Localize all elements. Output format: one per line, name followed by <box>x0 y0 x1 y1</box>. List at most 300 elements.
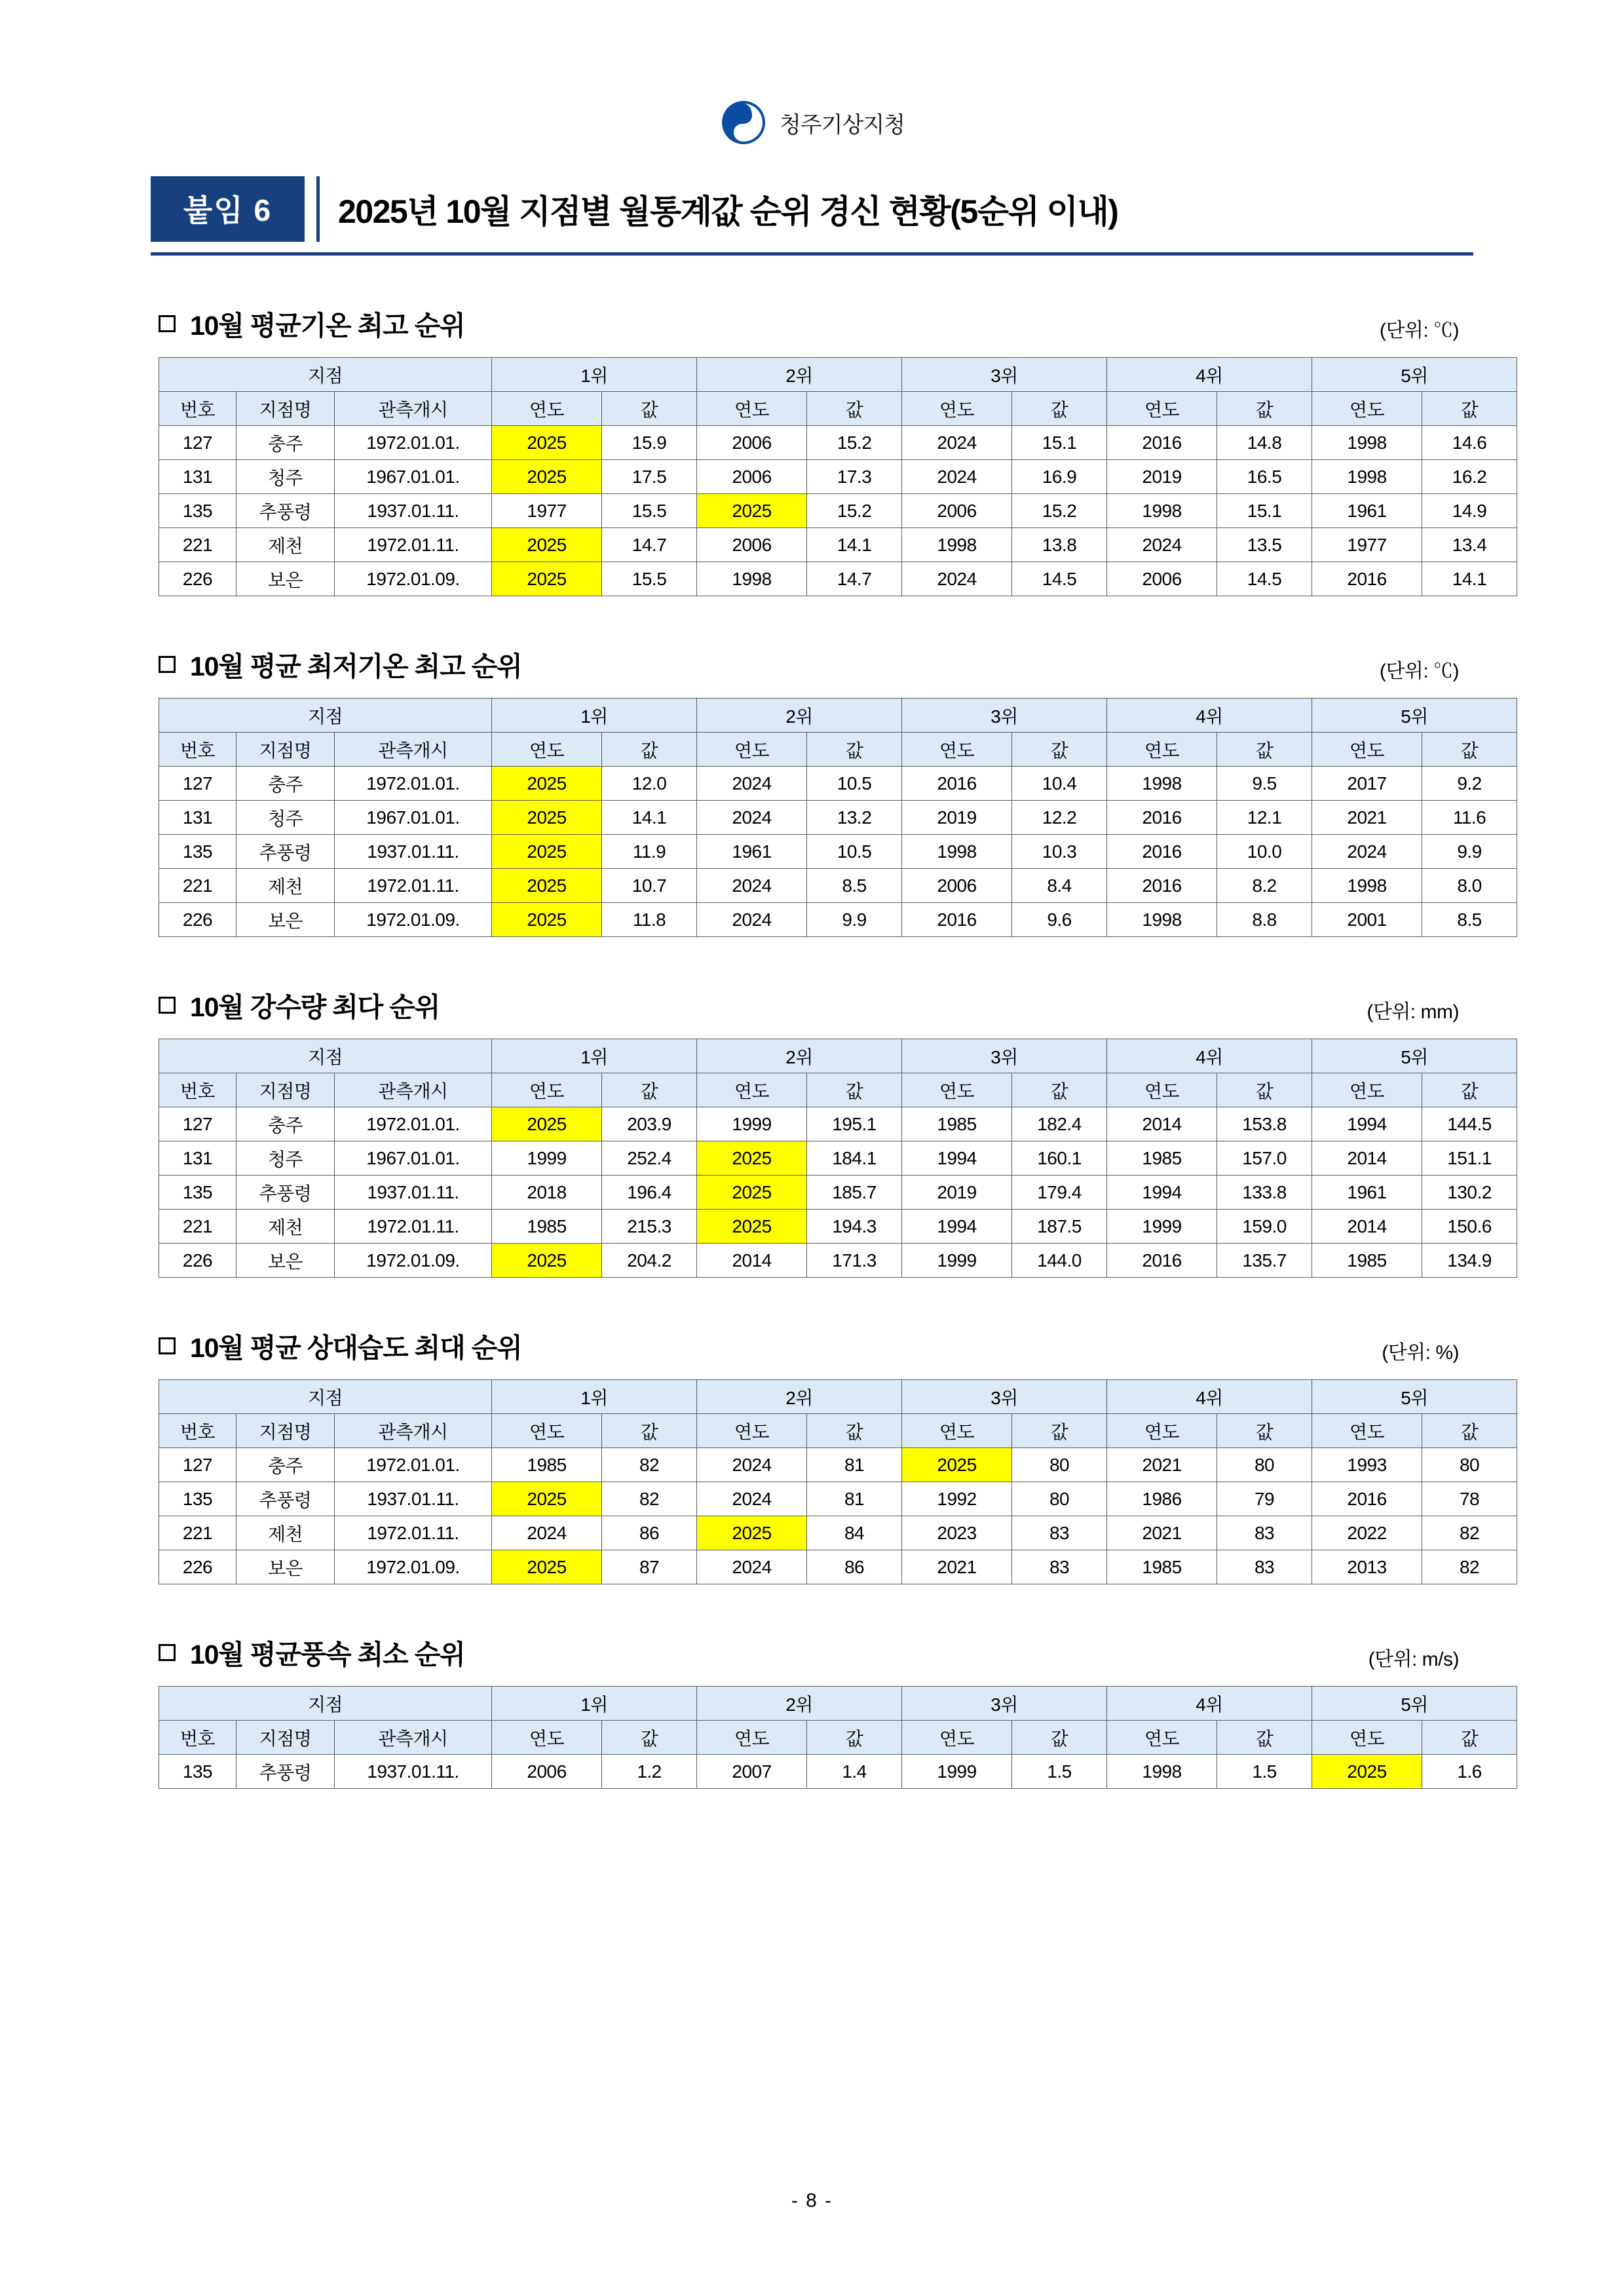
cell-station-no: 135 <box>159 835 236 869</box>
table-row <box>159 1244 1517 1278</box>
section-title <box>159 304 464 343</box>
cell-rank-value: 134.9 <box>1422 1244 1517 1278</box>
cell-rank-value: 82 <box>602 1448 697 1482</box>
cell-rank-year: 2019 <box>1107 460 1217 494</box>
table-header-row-top <box>159 358 1517 392</box>
cell-observation-start: 1972.01.11. <box>335 869 492 903</box>
cell-rank-value: 16.5 <box>1217 460 1312 494</box>
cell-station-no: 221 <box>159 1210 236 1244</box>
cell-station-name: 청주 <box>236 801 335 835</box>
cell-rank-value: 16.9 <box>1012 460 1107 494</box>
cell-station-name: 충주 <box>236 1107 335 1141</box>
header-value: 값 <box>602 1073 697 1107</box>
cell-rank-year: 2024 <box>697 1448 807 1482</box>
cell-rank-value: 182.4 <box>1012 1107 1107 1141</box>
cell-rank-year: 2025 <box>492 460 602 494</box>
header-value: 값 <box>1012 1414 1107 1448</box>
cell-observation-start: 1972.01.09. <box>335 1550 492 1584</box>
header-value: 값 <box>1012 733 1107 767</box>
header-station-group: 지점 <box>159 1687 492 1721</box>
cell-rank-value: 15.2 <box>1012 494 1107 528</box>
header-value: 값 <box>1217 733 1312 767</box>
cell-rank-year: 2024 <box>1312 835 1422 869</box>
ranking-section <box>151 1633 1482 1789</box>
cell-rank-year: 1994 <box>1107 1176 1217 1210</box>
cell-rank-value: 15.5 <box>602 494 697 528</box>
table-row <box>159 426 1517 460</box>
cell-rank-value: 179.4 <box>1012 1176 1107 1210</box>
header-rank-group: 2위 <box>697 1039 902 1073</box>
cell-rank-year: 2016 <box>1107 426 1217 460</box>
header-year: 연도 <box>492 392 602 426</box>
cell-rank-year: 2006 <box>1107 562 1217 596</box>
cell-rank-year: 1999 <box>902 1244 1012 1278</box>
cell-station-name: 충주 <box>236 767 335 801</box>
header-year: 연도 <box>697 392 807 426</box>
header-value: 값 <box>807 392 902 426</box>
cell-rank-value: 196.4 <box>602 1176 697 1210</box>
header-rank-group: 1위 <box>492 1039 697 1073</box>
cell-rank-value: 15.2 <box>807 426 902 460</box>
cell-rank-value: 11.6 <box>1422 801 1517 835</box>
header-value: 값 <box>602 1721 697 1755</box>
cell-rank-year: 2014 <box>1312 1141 1422 1176</box>
table-header-row-bottom <box>159 392 1517 426</box>
cell-rank-value: 184.1 <box>807 1141 902 1176</box>
cell-rank-value: 82 <box>602 1482 697 1516</box>
cell-rank-year: 2025 <box>492 528 602 562</box>
cell-rank-value: 14.7 <box>807 562 902 596</box>
cell-rank-year: 2025 <box>492 562 602 596</box>
cell-rank-year: 2025 <box>697 1176 807 1210</box>
header-year: 연도 <box>902 1073 1012 1107</box>
table-row <box>159 494 1517 528</box>
cell-rank-year: 1994 <box>902 1141 1012 1176</box>
cell-rank-year: 2024 <box>697 869 807 903</box>
cell-rank-year: 1999 <box>697 1107 807 1141</box>
table-row <box>159 1107 1517 1141</box>
cell-rank-value: 78 <box>1422 1482 1517 1516</box>
header-year: 연도 <box>1107 392 1217 426</box>
table-header-row-top <box>159 698 1517 733</box>
table-row <box>159 903 1517 937</box>
cell-rank-year: 2006 <box>697 426 807 460</box>
cell-rank-value: 157.0 <box>1217 1141 1312 1176</box>
cell-station-no: 135 <box>159 1176 236 1210</box>
cell-rank-value: 9.9 <box>1422 835 1517 869</box>
cell-rank-value: 10.4 <box>1012 767 1107 801</box>
header-value: 값 <box>807 1073 902 1107</box>
table-header-row-top <box>159 1687 1517 1721</box>
header-station-group: 지점 <box>159 358 492 392</box>
cell-rank-year: 1992 <box>902 1482 1012 1516</box>
cell-rank-value: 15.5 <box>602 562 697 596</box>
cell-rank-value: 14.5 <box>1217 562 1312 596</box>
cell-station-no: 131 <box>159 801 236 835</box>
cell-rank-value: 15.2 <box>807 494 902 528</box>
cell-rank-value: 80 <box>1217 1448 1312 1482</box>
cell-rank-year: 2024 <box>697 903 807 937</box>
cell-rank-value: 252.4 <box>602 1141 697 1176</box>
header-year: 연도 <box>492 1073 602 1107</box>
header-value: 값 <box>602 1414 697 1448</box>
header-no: 번호 <box>159 1414 236 1448</box>
header-value: 값 <box>602 733 697 767</box>
ranking-table <box>159 1039 1517 1278</box>
cell-rank-year: 2014 <box>1107 1107 1217 1141</box>
cell-rank-value: 14.1 <box>807 528 902 562</box>
header-year: 연도 <box>1312 1414 1422 1448</box>
cell-rank-year: 2017 <box>1312 767 1422 801</box>
cell-rank-value: 80 <box>1012 1448 1107 1482</box>
header-no: 번호 <box>159 392 236 426</box>
cell-rank-year: 2025 <box>902 1448 1012 1482</box>
table-row <box>159 767 1517 801</box>
header-value: 값 <box>1217 392 1312 426</box>
cell-rank-value: 14.7 <box>602 528 697 562</box>
cell-rank-value: 10.7 <box>602 869 697 903</box>
header-value: 값 <box>1422 1073 1517 1107</box>
cell-rank-value: 144.5 <box>1422 1107 1517 1141</box>
cell-rank-value: 14.9 <box>1422 494 1517 528</box>
header-station-group: 지점 <box>159 1039 492 1073</box>
cell-rank-value: 81 <box>807 1482 902 1516</box>
cell-rank-year: 2021 <box>1107 1516 1217 1550</box>
cell-observation-start: 1972.01.01. <box>335 767 492 801</box>
cell-rank-year: 1998 <box>1312 869 1422 903</box>
cell-rank-year: 2016 <box>1107 869 1217 903</box>
cell-rank-year: 2006 <box>902 494 1012 528</box>
title-bar <box>151 176 1473 256</box>
cell-rank-year: 1998 <box>1107 494 1217 528</box>
cell-rank-value: 15.1 <box>1217 494 1312 528</box>
cell-rank-value: 204.2 <box>602 1244 697 1278</box>
cell-rank-year: 2025 <box>1312 1755 1422 1789</box>
header-year: 연도 <box>902 733 1012 767</box>
cell-rank-value: 8.8 <box>1217 903 1312 937</box>
cell-rank-year: 2024 <box>492 1516 602 1550</box>
header-rank-group: 2위 <box>697 1687 902 1721</box>
header-station-group: 지점 <box>159 698 492 733</box>
cell-station-name: 제천 <box>236 528 335 562</box>
header-no: 번호 <box>159 1721 236 1755</box>
table-row <box>159 1482 1517 1516</box>
section-title <box>159 645 521 683</box>
cell-station-no: 226 <box>159 1244 236 1278</box>
header-rank-group: 4위 <box>1107 698 1312 733</box>
header-rank-group: 4위 <box>1107 1380 1312 1414</box>
cell-station-name: 추풍령 <box>236 1755 335 1789</box>
cell-rank-year: 1999 <box>492 1141 602 1176</box>
cell-rank-value: 14.6 <box>1422 426 1517 460</box>
header-rank-group: 4위 <box>1107 358 1312 392</box>
cell-rank-value: 82 <box>1422 1516 1517 1550</box>
cell-rank-year: 2016 <box>1107 835 1217 869</box>
cell-rank-value: 195.1 <box>807 1107 902 1141</box>
cell-station-name: 추풍령 <box>236 1482 335 1516</box>
cell-rank-value: 81 <box>807 1448 902 1482</box>
cell-rank-year: 2006 <box>902 869 1012 903</box>
section-title <box>159 1633 464 1672</box>
header-value: 값 <box>1012 392 1107 426</box>
cell-rank-year: 1993 <box>1312 1448 1422 1482</box>
cell-rank-value: 194.3 <box>807 1210 902 1244</box>
section-header <box>151 985 1473 1024</box>
cell-station-no: 135 <box>159 1755 236 1789</box>
cell-station-no: 226 <box>159 1550 236 1584</box>
cell-rank-year: 2024 <box>697 767 807 801</box>
cell-observation-start: 1972.01.01. <box>335 1107 492 1141</box>
cell-rank-year: 2016 <box>1312 562 1422 596</box>
cell-rank-value: 160.1 <box>1012 1141 1107 1176</box>
header-year: 연도 <box>492 1414 602 1448</box>
cell-rank-value: 17.3 <box>807 460 902 494</box>
cell-rank-value: 13.4 <box>1422 528 1517 562</box>
section-title-label: 10월 강수량 최다 순위 <box>190 992 440 1022</box>
header-station-name: 지점명 <box>236 392 335 426</box>
cell-station-no: 135 <box>159 494 236 528</box>
header-year: 연도 <box>492 1721 602 1755</box>
cell-station-name: 보은 <box>236 562 335 596</box>
header-value: 값 <box>1422 392 1517 426</box>
header-value: 값 <box>1012 1721 1107 1755</box>
cell-station-no: 226 <box>159 903 236 937</box>
bullet-square-icon <box>159 997 176 1014</box>
cell-rank-value: 10.5 <box>807 835 902 869</box>
cell-station-name: 충주 <box>236 426 335 460</box>
table-header-row-bottom <box>159 1721 1517 1755</box>
section-header <box>151 304 1473 343</box>
header-rank-group: 4위 <box>1107 1687 1312 1721</box>
cell-rank-year: 2006 <box>697 528 807 562</box>
cell-rank-value: 187.5 <box>1012 1210 1107 1244</box>
header-value: 값 <box>807 733 902 767</box>
cell-rank-year: 2016 <box>1312 1482 1422 1516</box>
cell-station-no: 131 <box>159 1141 236 1176</box>
table-row <box>159 869 1517 903</box>
cell-rank-year: 2025 <box>492 869 602 903</box>
table-row <box>159 1550 1517 1584</box>
header-value: 값 <box>1422 1721 1517 1755</box>
cell-rank-value: 83 <box>1217 1550 1312 1584</box>
title-divider <box>316 176 320 242</box>
cell-rank-year: 2024 <box>697 801 807 835</box>
cell-rank-year: 2016 <box>1107 1244 1217 1278</box>
header-station-name: 지점명 <box>236 1721 335 1755</box>
header-rank-group: 3위 <box>902 358 1107 392</box>
header-value: 값 <box>1217 1721 1312 1755</box>
unit-label: (단위: mm) <box>1367 1001 1459 1023</box>
section-header <box>151 1633 1473 1672</box>
table-header-row-top <box>159 1380 1517 1414</box>
cell-rank-year: 1999 <box>902 1755 1012 1789</box>
header-rank-group: 2위 <box>697 1380 902 1414</box>
table-row <box>159 562 1517 596</box>
table-row <box>159 1755 1517 1789</box>
cell-rank-value: 8.0 <box>1422 869 1517 903</box>
cell-rank-value: 9.6 <box>1012 903 1107 937</box>
cell-station-name: 청주 <box>236 460 335 494</box>
cell-station-name: 제천 <box>236 1210 335 1244</box>
table-row <box>159 1141 1517 1176</box>
table-row <box>159 1516 1517 1550</box>
table-row <box>159 1176 1517 1210</box>
bullet-square-icon <box>159 1337 176 1354</box>
cell-observation-start: 1937.01.11. <box>335 494 492 528</box>
cell-rank-value: 13.5 <box>1217 528 1312 562</box>
cell-rank-year: 2025 <box>492 426 602 460</box>
header-value: 값 <box>807 1414 902 1448</box>
cell-station-no: 221 <box>159 869 236 903</box>
cell-observation-start: 1967.01.01. <box>335 460 492 494</box>
cell-rank-year: 2025 <box>492 1107 602 1141</box>
table-row <box>159 835 1517 869</box>
section-title-label: 10월 평균 최저기온 최고 순위 <box>190 651 522 681</box>
cell-rank-value: 86 <box>807 1550 902 1584</box>
cell-rank-value: 8.5 <box>807 869 902 903</box>
cell-rank-value: 151.1 <box>1422 1141 1517 1176</box>
unit-label: (단위: ℃) <box>1379 320 1459 341</box>
header-year: 연도 <box>902 392 1012 426</box>
cell-rank-year: 2025 <box>492 1550 602 1584</box>
cell-rank-value: 79 <box>1217 1482 1312 1516</box>
cell-rank-value: 15.9 <box>602 426 697 460</box>
cell-rank-year: 2016 <box>1107 801 1217 835</box>
cell-rank-value: 14.1 <box>602 801 697 835</box>
cell-rank-year: 2025 <box>492 1482 602 1516</box>
header-station-name: 지점명 <box>236 1073 335 1107</box>
cell-rank-value: 10.5 <box>807 767 902 801</box>
cell-rank-value: 87 <box>602 1550 697 1584</box>
header-observation-start: 관측개시 <box>335 1414 492 1448</box>
cell-observation-start: 1972.01.09. <box>335 903 492 937</box>
header-value: 값 <box>1422 1414 1517 1448</box>
cell-rank-value: 185.7 <box>807 1176 902 1210</box>
header-no: 번호 <box>159 1073 236 1107</box>
cell-rank-year: 1998 <box>1312 460 1422 494</box>
cell-rank-value: 150.6 <box>1422 1210 1517 1244</box>
cell-rank-year: 1985 <box>492 1448 602 1482</box>
cell-rank-year: 1999 <box>1107 1210 1217 1244</box>
cell-rank-value: 14.8 <box>1217 426 1312 460</box>
cell-rank-value: 14.5 <box>1012 562 1107 596</box>
cell-rank-value: 13.8 <box>1012 528 1107 562</box>
cell-station-name: 추풍령 <box>236 1176 335 1210</box>
cell-rank-year: 2014 <box>1312 1210 1422 1244</box>
cell-rank-year: 1961 <box>697 835 807 869</box>
bullet-square-icon <box>159 315 176 332</box>
bullet-square-icon <box>159 656 176 673</box>
header-year: 연도 <box>1107 733 1217 767</box>
ranking-table <box>159 698 1517 937</box>
header-year: 연도 <box>1312 392 1422 426</box>
cell-rank-value: 83 <box>1217 1516 1312 1550</box>
cell-rank-year: 1998 <box>1107 767 1217 801</box>
cell-rank-value: 1.2 <box>602 1755 697 1789</box>
cell-observation-start: 1972.01.11. <box>335 1516 492 1550</box>
section-title-label: 10월 평균풍속 최소 순위 <box>190 1639 465 1670</box>
header-value: 값 <box>807 1721 902 1755</box>
cell-station-no: 127 <box>159 1448 236 1482</box>
ranking-section <box>151 1326 1480 1584</box>
cell-observation-start: 1937.01.11. <box>335 835 492 869</box>
cell-rank-value: 1.5 <box>1217 1755 1312 1789</box>
cell-rank-value: 203.9 <box>602 1107 697 1141</box>
cell-observation-start: 1967.01.01. <box>335 1141 492 1176</box>
header-year: 연도 <box>1312 1721 1422 1755</box>
cell-rank-value: 1.5 <box>1012 1755 1107 1789</box>
table-row <box>159 1210 1517 1244</box>
header-rank-group: 5위 <box>1312 1380 1517 1414</box>
cell-rank-year: 1998 <box>902 835 1012 869</box>
cell-station-name: 충주 <box>236 1448 335 1482</box>
header-rank-group: 1위 <box>492 698 697 733</box>
cell-rank-year: 1977 <box>1312 528 1422 562</box>
header-rank-group: 4위 <box>1107 1039 1312 1073</box>
table-row <box>159 460 1517 494</box>
cell-rank-year: 2021 <box>1107 1448 1217 1482</box>
cell-rank-year: 1998 <box>902 528 1012 562</box>
page-footer: - 8 - <box>791 2190 833 2211</box>
cell-station-no: 135 <box>159 1482 236 1516</box>
cell-station-no: 221 <box>159 528 236 562</box>
cell-station-name: 청주 <box>236 1141 335 1176</box>
cell-rank-year: 2024 <box>902 562 1012 596</box>
header-station-name: 지점명 <box>236 733 335 767</box>
header-year: 연도 <box>902 1721 1012 1755</box>
cell-rank-value: 11.8 <box>602 903 697 937</box>
cell-rank-year: 2014 <box>697 1244 807 1278</box>
cell-rank-year: 2025 <box>492 835 602 869</box>
cell-observation-start: 1937.01.11. <box>335 1482 492 1516</box>
table-header-row-top <box>159 1039 1517 1073</box>
header-rank-group: 3위 <box>902 1687 1107 1721</box>
table-header-row-bottom <box>159 1414 1517 1448</box>
cell-rank-year: 1986 <box>1107 1482 1217 1516</box>
cell-observation-start: 1937.01.11. <box>335 1755 492 1789</box>
cell-rank-value: 12.0 <box>602 767 697 801</box>
cell-rank-year: 2007 <box>697 1755 807 1789</box>
unit-label: (단위: %) <box>1382 1342 1459 1364</box>
section-title <box>159 1326 521 1365</box>
cell-rank-year: 2025 <box>697 1516 807 1550</box>
cell-rank-year: 2019 <box>902 1176 1012 1210</box>
cell-station-no: 226 <box>159 562 236 596</box>
ranking-table <box>159 357 1517 596</box>
header-rank-group: 2위 <box>697 358 902 392</box>
header-observation-start: 관측개시 <box>335 392 492 426</box>
cell-rank-value: 10.0 <box>1217 835 1312 869</box>
cell-rank-year: 2024 <box>697 1482 807 1516</box>
cell-rank-value: 80 <box>1422 1448 1517 1482</box>
cell-observation-start: 1972.01.01. <box>335 1448 492 1482</box>
cell-station-name: 보은 <box>236 903 335 937</box>
cell-rank-value: 10.3 <box>1012 835 1107 869</box>
header-year: 연도 <box>1107 1073 1217 1107</box>
header-year: 연도 <box>1107 1721 1217 1755</box>
header-rank-group: 3위 <box>902 1380 1107 1414</box>
attachment-badge: 붙임 6 <box>151 176 305 242</box>
ranking-section <box>151 645 1486 937</box>
table-row <box>159 801 1517 835</box>
cell-rank-value: 83 <box>1012 1516 1107 1550</box>
cell-rank-year: 2018 <box>492 1176 602 1210</box>
cell-observation-start: 1937.01.11. <box>335 1176 492 1210</box>
unit-label: (단위: m/s) <box>1368 1649 1459 1670</box>
header-year: 연도 <box>697 1414 807 1448</box>
cell-rank-year: 2024 <box>1107 528 1217 562</box>
header-year: 연도 <box>697 1721 807 1755</box>
